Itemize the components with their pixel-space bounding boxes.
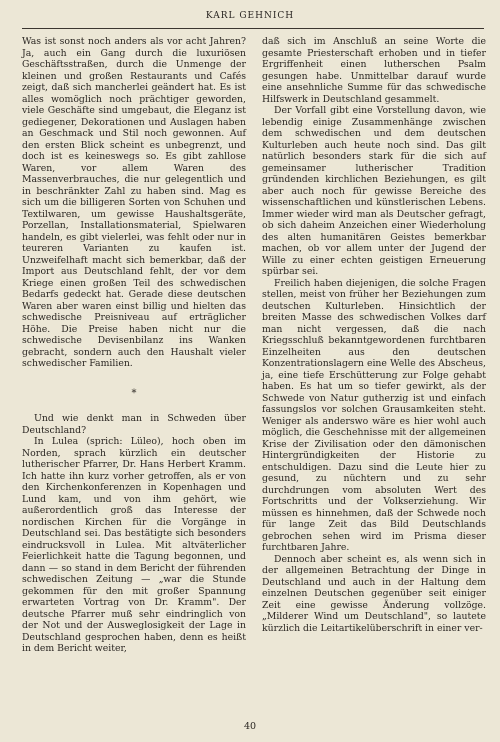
header-rule bbox=[22, 28, 484, 29]
left-paragraph-3: In Lulea (sprich: Lüleo), hoch oben im Norden, sprach kürzlich ein deutscher lutherischer Pfarrer, Dr. Hans Herbert Kramm. Ich hatte ihn kurz vorher getroffen, als er von den Kirchenkonferenzen in Kopenhagen und Lund kam, und von ihm gehört, wie außerordentlich groß das Interesse der nordischen Kirchen für die Vorgänge in Deutschland sei. Das bestätigte sich besonders eindrucksvoll in Lulea. Mit altväterlicher Feierlichkeit hatte die Tagung begonnen, und dann — so stand in dem Bericht der führenden schwedischen Zeitung — „war die Stunde gekommen für den mit großer Spannung erwarteten Vortrag von Dr. Kramm". Der deutsche Pfarrer muß sehr eindringlich von der Not und der Ausweglosigkeit der Lage in Deutschland gesprochen haben, denn es heißt in dem Bericht weiter, bbox=[22, 436, 246, 654]
right-paragraph-2: Der Vorfall gibt eine Vorstellung davon, wie lebendig einige Zusammenhänge zwischen dem schwedischen und dem deutschen Kulturleben auch heute noch sind. Das gilt natürlich besonders stark für die sich auf gemeinsamer lutherischer Tradition gründenden kirchlichen Beziehungen, es gilt aber auch noch für gewisse Bereiche des wissenschaftlichen und künstlerischen Lebens. Immer wieder wird man als Deutscher gefragt, ob sich daheim Anzeichen einer Wiederholung des alten humanitären Geistes bemerkbar machen, ob vor allem unter der Jugend der Wille zu einer echten geistigen Erneuerung spürbar sei. bbox=[262, 105, 486, 277]
right-paragraph-1: daß sich im Anschluß an seine Worte die gesamte Priesterschaft erhoben und in tiefer Ergriffenheit einen lutherschen Psalm gesungen habe. Unmittelbar darauf wurde eine ansehnliche Summe für das schwedische Hilfswerk in Deutschland gesammelt. bbox=[262, 36, 486, 105]
left-paragraph-2: Und wie denkt man in Schweden über Deutschland? bbox=[22, 413, 246, 436]
right-paragraph-4: Dennoch aber scheint es, als wenn sich in der allgemeinen Betrachtung der Dinge in Deutschland und auch in der Haltung dem einzelnen Deutschen gegenüber seit einiger Zeit eine gewisse Änderung vollzöge. „Milderer Wind um Deutschland", so lautete kürzlich die Leitartikelüberschrift in einer ver- bbox=[262, 553, 486, 634]
section-separator: * bbox=[131, 387, 137, 399]
right-paragraph-3: Freilich haben diejenigen, die solche Fragen stellen, meist von früher her Beziehungen zum deutschen Kulturleben. Hinsichtlich der breiten Masse des schwedischen Volkes darf man nicht vergessen, daß die nach Kriegsschluß bekanntgewordenen furchtbaren Einzelheiten aus den deutschen Konzentrationslagern eine Welle des Abscheus, ja, eine tiefe Erschütterung zur Folge gehabt haben. Es hat um so tiefer gewirkt, als der Schwede von Natur gutherzig ist und einfach fassungslos vor solchen Grausamkeiten steht. Weniger als anderswo wäre es hier wohl auch möglich, die Geschehnisse mit der allgemeinen Krise der Zivilisation oder den dämonischen Hintergründigkeiten der Historie zu entschuldigen. Dazu sind die Leute hier zu gesund, zu nüchtern und zu sehr durchdrungen vom absoluten Wert des Fortschritts und der Volkserziehung. Wir müssen es hinnehmen, daß der Schwede noch für lange Zeit das Bild Deutschlands gebrochen sehen wird im Prisma dieser furchtbaren Jahre. bbox=[262, 277, 486, 553]
page-number: 40 bbox=[243, 721, 257, 732]
left-column bbox=[22, 36, 246, 655]
left-paragraph-1: Was ist sonst noch anders als vor acht Jahren? Ja, auch ein Gang durch die luxuriösen Geschäftsstraßen, durch die Unmenge der kleinen und großen Restaurants und Cafés zeigt, daß sich mancherlei geändert hat. Es ist alles womöglich noch prächtiger geworden, viele Geschäfte sind umgebaut, die Eleganz ist gediegener, Dekorationen und Auslagen haben an Geschmack und Stil noch gewonnen. Auf den ersten Blick scheint es unbegrenzt, und doch ist es keineswegs so. Es gibt zahllose Waren, vor allem Waren des Massenverbrauches, die nur gelegentlich und in beschränkter Zahl zu haben sind. Mag es sich um die billigeren Sorten von Schuhen und Textilwaren, um gewisse Haushaltsgeräte, Porzellan, Installationsmaterial, Spielwaren handeln, es gibt vielerlei, was fehlt oder nur in teureren Varianten zu kaufen ist. Unzweifelhaft macht sich bemerkbar, daß der Import aus Deutschland fehlt, der vor dem Kriege einen großen Teil des schwedischen Bedarfs gedeckt hat. Gerade diese deutschen Waren aber waren einst billig und hielten das schwedische Preisniveau auf erträglicher Höhe. Die Preise haben nicht nur die schwedische Devisenbilanz ins Wanken gebracht, sondern auch den Haushalt vieler schwedischer Familien. bbox=[22, 36, 246, 369]
right-column bbox=[262, 36, 486, 634]
running-head: KARL GEHNICH bbox=[205, 11, 295, 21]
